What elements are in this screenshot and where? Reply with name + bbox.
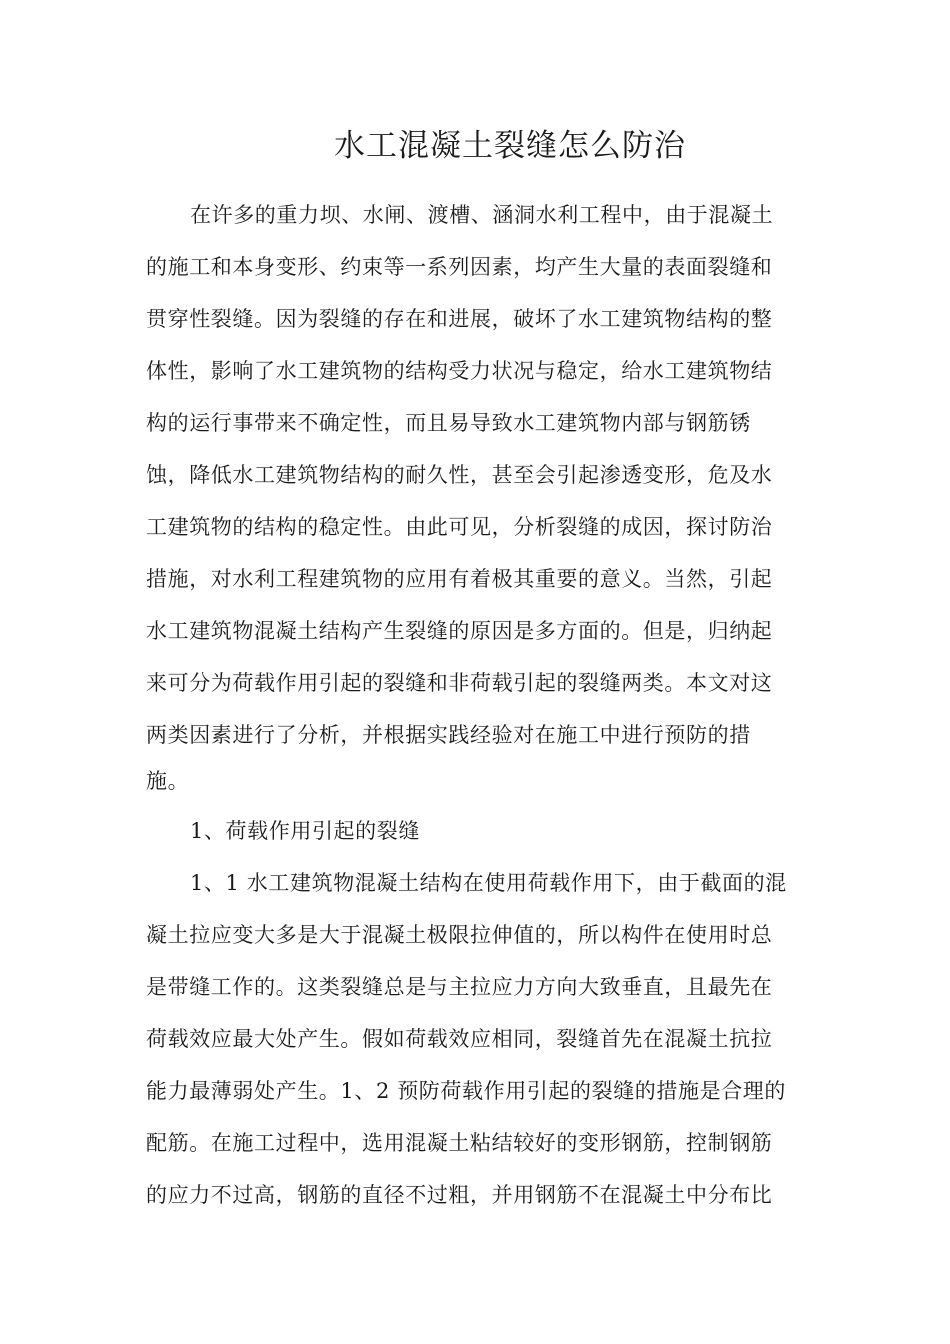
paragraph-line: 凝土拉应变大多是大于混凝土极限拉伸值的，所以构件在使用时总 xyxy=(146,923,773,947)
paragraph-line: 措施，对水利工程建筑物的应用有着极其重要的意义。当然，引起 xyxy=(146,567,773,591)
paragraph-line: 的应力不过高，钢筋的直径不过粗，并用钢筋不在混凝土中分布比 xyxy=(146,1183,773,1207)
section-heading: 1、荷载作用引起的裂缝 xyxy=(190,819,420,843)
paragraph-line: 构的运行事带来不确定性，而且易导致水工建筑物内部与钢筋锈 xyxy=(146,411,751,435)
paragraph-line: 1、1 水工建筑物混凝土结构在使用荷载作用下，由于截面的混 xyxy=(190,871,787,895)
paragraph-line: 荷载效应最大处产生。假如荷载效应相同，裂缝首先在混凝土抗拉 xyxy=(146,1027,773,1051)
paragraph-line: 在许多的重力坝、水闸、渡槽、涵洞水利工程中，由于混凝土 xyxy=(190,203,774,227)
paragraph-line: 能力最薄弱处产生。1、2 预防荷载作用引起的裂缝的措施是合理的 xyxy=(146,1079,786,1103)
paragraph-line: 蚀，降低水工建筑物结构的耐久性，甚至会引起渗透变形，危及水 xyxy=(146,463,773,487)
paragraph-line: 来可分为荷载作用引起的裂缝和非荷载引起的裂缝两类。本文对这 xyxy=(146,671,773,695)
paragraph-line: 是带缝工作的。这类裂缝总是与主拉应力方向大致垂直，且最先在 xyxy=(146,975,773,999)
paragraph-line: 水工建筑物混凝土结构产生裂缝的原因是多方面的。但是，归纳起 xyxy=(146,619,773,643)
paragraph-line: 贯穿性裂缝。因为裂缝的存在和进展，破坏了水工建筑物结构的整 xyxy=(146,307,773,331)
document-title: 水工混凝土裂缝怎么防治 xyxy=(334,128,686,164)
paragraph-line: 工建筑物的结构的稳定性。由此可见，分析裂缝的成因，探讨防治 xyxy=(146,515,773,539)
paragraph-line: 体性，影响了水工建筑物的结构受力状况与稳定，给水工建筑物结 xyxy=(146,359,773,383)
paragraph-line: 的施工和本身变形、约束等一系列因素，均产生大量的表面裂缝和 xyxy=(146,255,773,279)
paragraph-line: 配筋。在施工过程中，选用混凝土粘结较好的变形钢筋，控制钢筋 xyxy=(146,1131,773,1155)
paragraph-line: 施。 xyxy=(146,769,190,793)
paragraph-line: 两类因素进行了分析，并根据实践经验对在施工中进行预防的措 xyxy=(146,723,751,747)
